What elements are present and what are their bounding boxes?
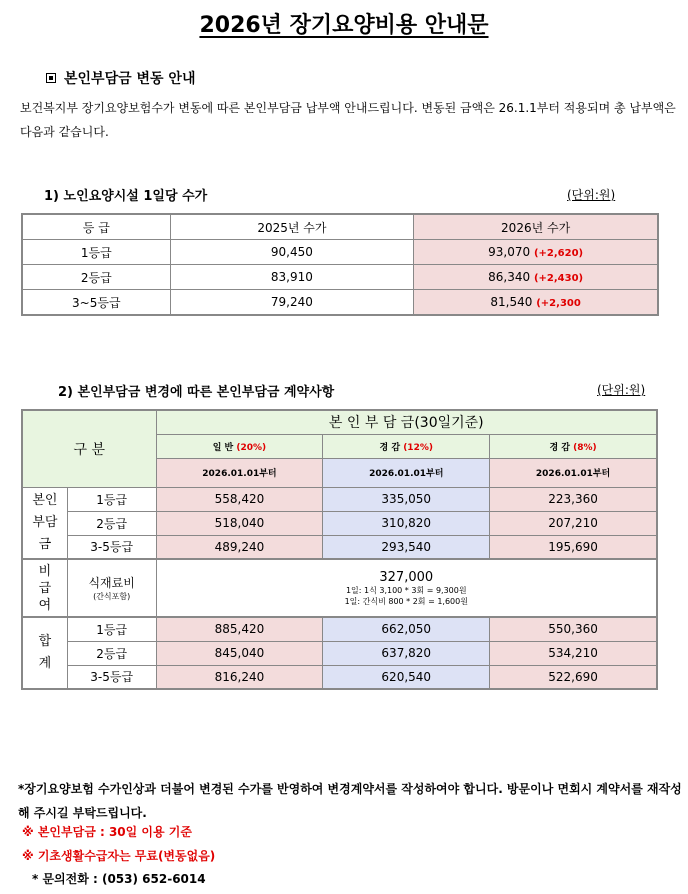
header-grade: 등 급 [22, 214, 170, 240]
table-row: 1등급 90,450 93,070 (+2,620) [22, 240, 658, 265]
header-2026: 2026년 수가 [414, 214, 658, 240]
table-row: 3-5등급 489,240 293,540 195,690 [22, 535, 657, 559]
copay-header: 본 인 부 담 금(30일기준) [156, 410, 657, 434]
square-bullet-icon [46, 73, 56, 83]
fee-table-2025-2026 [21, 213, 659, 316]
footer-red-note-1: ※ 본인부담금 : 30일 이용 기준 [22, 825, 192, 839]
footer-red-note-2: ※ 기초생활수급자는 무료(변동없음) [22, 849, 216, 863]
section1-unit: (단위:원) [567, 188, 616, 202]
table-row: 본인부담금 1등급 558,420 335,050 223,360 [22, 487, 657, 511]
diff-badge: (+2,430) [533, 273, 584, 284]
meal-cost-label: 식재료비 (간식포함) [67, 559, 156, 617]
section2-title: 2) 본인부담금 변경에 따른 본인부담금 계약사항 [58, 385, 335, 400]
table-row: 3-5등급 816,240 620,540 522,690 [22, 665, 657, 689]
table-row: 2등급 845,040 637,820 534,210 [22, 641, 657, 665]
col-general: 일 반 (20%) [156, 434, 323, 458]
page-title: 2026년 장기요양비용 안내문 [199, 13, 489, 38]
header-2025: 2025년 수가 [170, 214, 414, 240]
division-header: 구 분 [22, 410, 156, 487]
table-row: 2등급 518,040 310,820 207,210 [22, 511, 657, 535]
footer-note: *장기요양보험 수가인상과 더불어 변경된 수가를 반영하여 변경계약서를 작성하여야 합니다. 방문이나 면회시 계약서를 재작성해 주시길 부탁드립니다. [18, 782, 682, 820]
table-row: 합계 1등급 885,420 662,050 550,360 [22, 617, 657, 641]
nonpay-label: 비급여 [22, 559, 67, 617]
table-row [22, 559, 657, 617]
section1-title: 1) 노인요양시설 1일당 수가 [44, 189, 208, 204]
diff-badge: (+2,620) [533, 248, 584, 259]
col-reduce-12: 경 감 (12%) [323, 434, 490, 458]
contact-phone: * 문의전화 : (053) 652-6014 [32, 872, 206, 886]
section2-unit: (단위:원) [597, 383, 646, 397]
intro-text: 보건복지부 장기요양보험수가 변동에 따른 본인부담금 납부액 안내드립니다. 변동된 금액은 26.1.1부터 적용되며 총 납부액은 다음과 같습니다. [20, 101, 676, 139]
self-pay-label: 본인부담금 [22, 487, 67, 559]
meal-cost-cell: 327,000 1일: 1식 3,100 * 3회 = 9,300원 1일: 간식비 800 * 2회 = 1,600원 [156, 559, 657, 617]
table-row: 2등급 83,910 86,340 (+2,430) [22, 265, 658, 290]
section-heading: 본인부담금 변동 안내 [46, 68, 195, 88]
total-label: 합계 [22, 617, 67, 689]
copay-contract-table: 구 분 본 인 부 담 금(30일기준) 일 반 (20%) 경 감 (12%) 경 감 (8%) 2026.01.01부터 2026.01.01부터 2026.01.01부터 본인부담금 1등급 558,420 335,050 223,360 2등급 518,040 310,820 207,210 3-5등급 489,240 293,540 195,690 비급여 식재료비 (간식포함) 327,000 1일: 1식 3,100 * 3회 = 9,300원 1일: 간식비 800 * 2회 = 1,600원 합계 1등급 885,420 662,050 550,360 2등급 845,040 637,820 534,210 3-5등급 816,240 620,540 522,690 [21, 409, 658, 690]
diff-badge: (+2,300 [536, 298, 581, 309]
table-row: 3~5등급 79,240 81,540 (+2,300 [22, 290, 658, 316]
col-reduce-8: 경 감 (8%) [490, 434, 657, 458]
